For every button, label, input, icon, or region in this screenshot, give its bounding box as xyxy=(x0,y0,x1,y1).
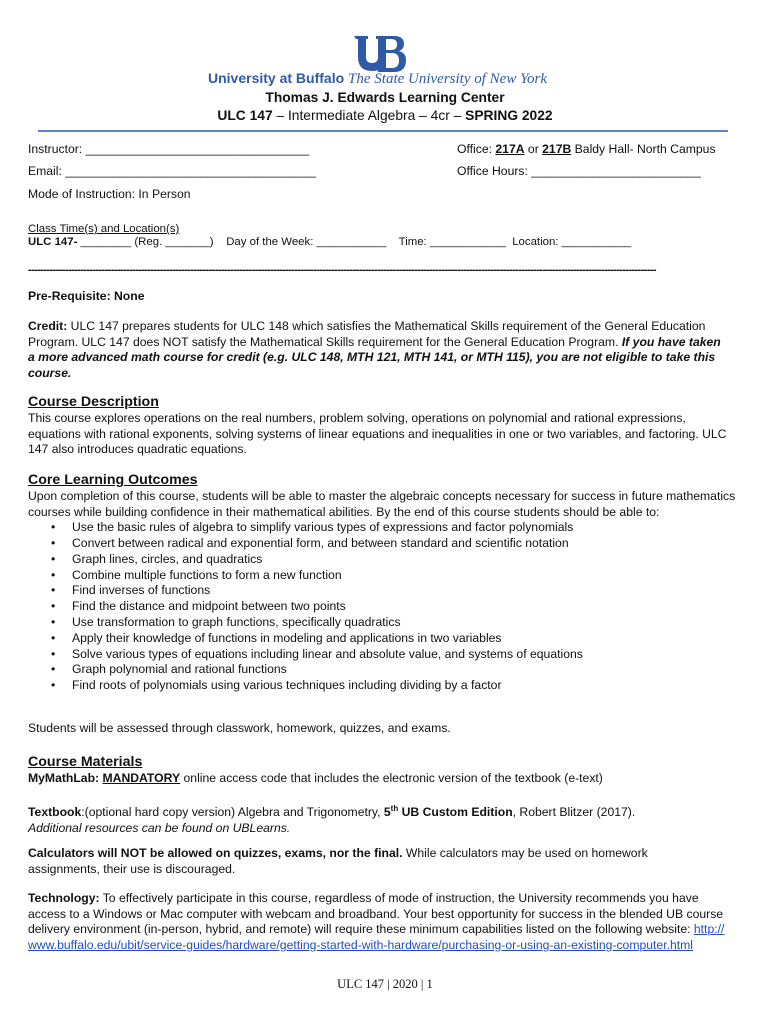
textbook-text-2: , Robert Blitzer (2017). xyxy=(512,805,636,820)
technology-link[interactable]: http://www.buffalo.edu/ubit/service-guides/hardware/getting-started-with-hardware/purchasing-or-using-an-existing-computer.html xyxy=(28,922,725,952)
office-or: or xyxy=(524,142,543,156)
technology-label: Technology: xyxy=(28,891,100,905)
office-label: Office: xyxy=(457,142,496,156)
list-item: • Graph polynomial and rational functions xyxy=(28,662,738,678)
page-footer: ULC 147 | 2020 | 1 xyxy=(337,977,433,991)
mymathlab-text: online access code that includes the electronic version of the textbook (e-text) xyxy=(180,771,603,785)
class-times-blanks: ________ (Reg. _______) Day of the Week: ___________ Time: ____________ Location: ___________ xyxy=(77,236,632,248)
calculator-policy-bold: Calculators will NOT be allowed on quizzes, exams, nor the final. xyxy=(28,846,403,860)
outcomes-list xyxy=(28,520,738,694)
textbook-edition: 5 xyxy=(383,805,391,820)
textbook-text-1: :(optional hard copy version) Algebra and Trigonometry, xyxy=(81,805,384,820)
ub-logo-icon xyxy=(352,34,408,74)
core-outcomes-section xyxy=(28,471,738,694)
email-field: Email: _____________________________________ xyxy=(28,164,317,178)
header-rule xyxy=(38,130,728,132)
mymathlab-mandatory: MANDATORY xyxy=(102,771,181,785)
list-item: • Find inverses of functions xyxy=(28,583,738,599)
dashed-divider: ------------------------------------------------------------------------------------------------------------------------------------------------------------------------------------------------------------- xyxy=(28,264,656,276)
instructor-field: Instructor: _________________________________ xyxy=(28,142,310,156)
course-title-line xyxy=(0,107,770,124)
list-item: • Find the distance and midpoint between two points xyxy=(28,599,738,615)
course-materials-heading: Course Materials xyxy=(28,754,143,770)
course-description-text: This course explores operations on the real numbers, problem solving, operations on polynomial and rational expressions, equations with rational exponents, solving systems of linear equations and inequalities in one or two variables, and factoring. ULC 147 also introduces quadratic equations. xyxy=(28,411,727,457)
logo-university-name: University at Buffalo xyxy=(208,70,345,86)
list-item: • Use the basic rules of algebra to simplify various types of expressions and factor polynomials xyxy=(28,520,738,536)
course-sep-3: – xyxy=(449,108,466,123)
technology-text: To effectively participate in this course, regardless of mode of instruction, the University recommends you have access to a Windows or Mac computer with webcam and broadband. Your best opportunity for success in the blended UB course delivery environment (in-person, hybrid, and remote) will require these minimum capabilities listed on the following website: xyxy=(28,891,724,937)
assessment-text: Students will be assessed through classwork, homework, quizzes, and exams. xyxy=(28,721,451,735)
list-item: • Convert between radical and exponential form, and between standard and scientific notation xyxy=(28,536,738,552)
credit-warning: If you have taken a more advanced math course for credit (e.g. ULC 148, MTH 121, MTH 141, or MTH 115), you are not eligible to take this course. xyxy=(28,334,721,380)
office-room-1: 217A xyxy=(495,142,525,156)
list-item: • Apply their knowledge of functions in modeling and applications in two variables xyxy=(28,631,738,647)
list-item: • Solve various types of equations including linear and absolute value, and systems of equations xyxy=(28,647,738,663)
class-times-label: Class Time(s) and Location(s) xyxy=(28,223,180,235)
textbook-custom: UB Custom Edition xyxy=(398,805,513,820)
university-logo-text xyxy=(208,69,568,88)
additional-resources: Additional resources can be found on UBLearns. xyxy=(28,820,291,835)
textbook-line xyxy=(28,801,738,821)
class-course-code: ULC 147- xyxy=(28,236,78,248)
calculator-policy xyxy=(28,846,688,877)
textbook-edition-suffix: th xyxy=(390,804,399,813)
list-item: • Graph lines, circles, and quadratics xyxy=(28,552,738,568)
course-materials-section xyxy=(28,753,738,787)
course-description-heading: Course Description xyxy=(28,394,159,410)
core-outcomes-intro: Upon completion of this course, students will be able to master the algebraic concepts necessary for success in future mathematics courses while building confidence in their mathematical abilities. By the end of this course students should be able to: xyxy=(28,489,736,519)
list-item: • Find roots of polynomials using various techniques including dividing by a factor xyxy=(28,678,738,694)
credit-label: Credit: xyxy=(28,319,68,333)
course-sep-1: – xyxy=(272,108,288,123)
office-field xyxy=(457,142,716,158)
mode-of-instruction: Mode of Instruction: In Person xyxy=(28,187,191,201)
calculator-policy-text: While calculators may be used on homework assignments, their use is discouraged. xyxy=(28,846,648,876)
list-item: • Use transformation to graph functions, specifically quadratics xyxy=(28,615,738,631)
textbook-block xyxy=(28,801,738,836)
list-item: • Combine multiple functions to form a new function xyxy=(28,568,738,584)
course-title: Intermediate Algebra xyxy=(287,108,416,123)
credit-text: ULC 147 prepares students for ULC 148 which satisfies the Mathematical Skills requirement of the General Education Program. ULC 147 does NOT satisfy the Mathematical Skills requirement for the General Education Program. xyxy=(28,319,706,349)
technology-paragraph xyxy=(28,891,730,953)
course-credits: 4cr xyxy=(430,108,450,123)
office-location: Baldy Hall- North Campus xyxy=(571,142,716,156)
logo-subtitle: The State University of New York xyxy=(348,71,548,87)
center-name: Thomas J. Edwards Learning Center xyxy=(265,90,505,105)
credit-paragraph xyxy=(28,319,730,381)
core-outcomes-heading: Core Learning Outcomes xyxy=(28,472,198,488)
class-times-line xyxy=(28,235,748,249)
mymathlab-line xyxy=(28,771,738,787)
office-room-2: 217B xyxy=(542,142,572,156)
mymathlab-label: MyMathLab: xyxy=(28,771,100,785)
course-sep-2: – xyxy=(415,108,431,123)
office-hours-field: Office Hours: _________________________ xyxy=(457,164,701,178)
course-term: SPRING 2022 xyxy=(465,108,553,123)
prerequisite: Pre-Requisite: None xyxy=(28,289,145,303)
textbook-label: Textbook xyxy=(28,805,82,820)
course-code: ULC 147 xyxy=(217,108,273,123)
course-description-section xyxy=(28,393,733,458)
